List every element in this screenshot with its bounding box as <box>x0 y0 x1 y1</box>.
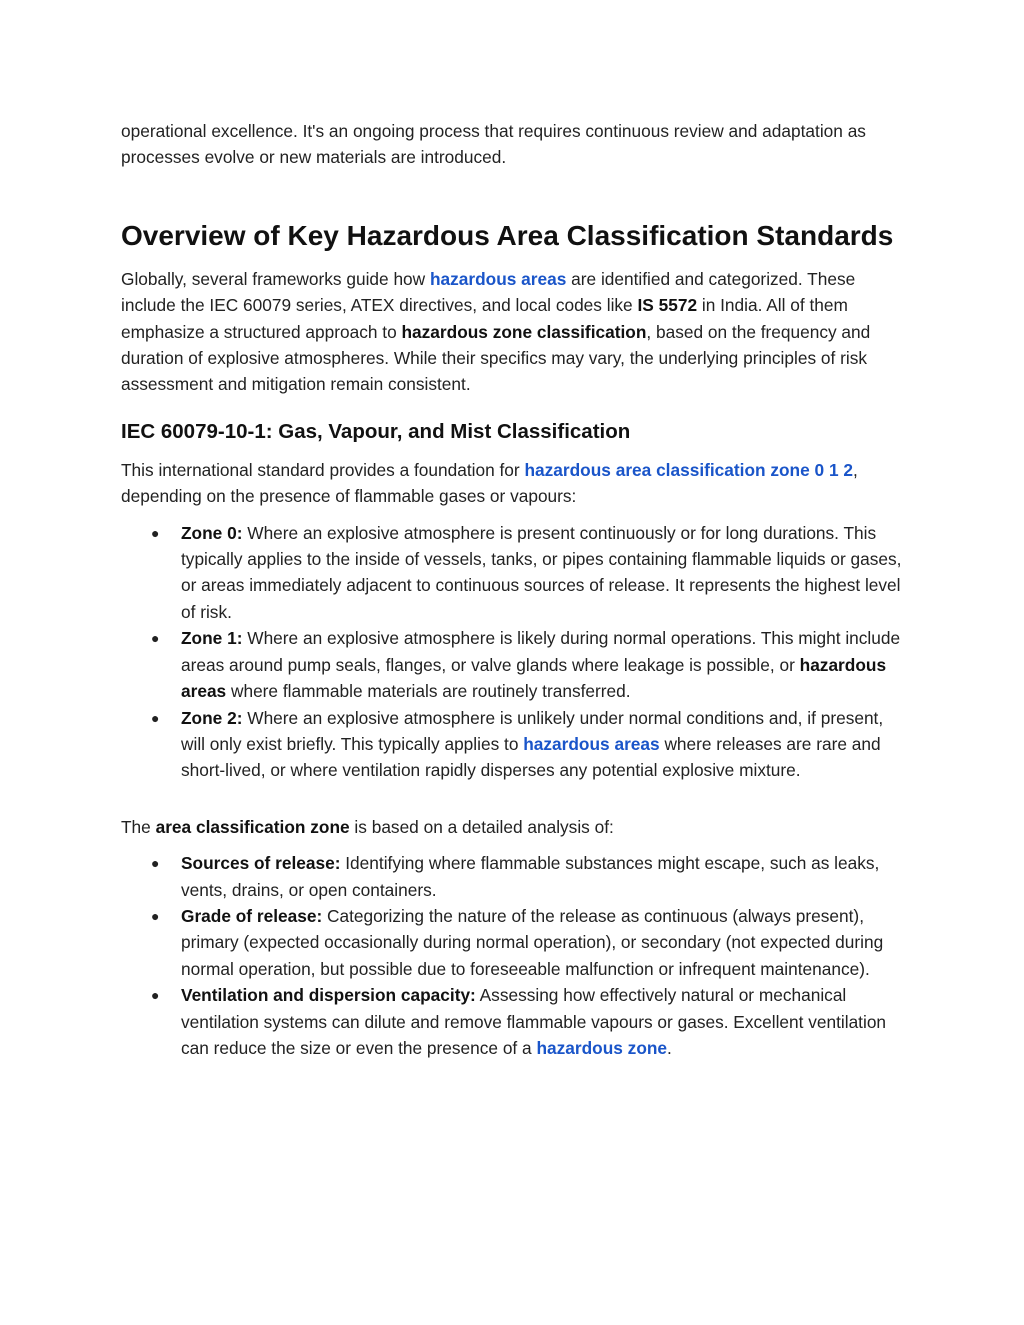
ventilation-end: . <box>667 1037 672 1058</box>
zone-0-label: Zone 0: <box>181 522 243 543</box>
grade-text: Categorizing the nature of the release as continuous (always present), primary (expected occasionally during normal operation), or secondary (not expected during normal operation, but possible due to foreseeable malfunction or infrequent maintenance). <box>181 905 884 979</box>
list-item-ventilation <box>151 982 906 1061</box>
zone-2-hazardous-areas-link[interactable]: hazardous areas <box>523 733 660 754</box>
list-item-sources <box>151 850 906 903</box>
zone-classification-link[interactable]: hazardous area classification zone 0 1 2 <box>524 459 853 480</box>
iec-text-a: This international standard provides a foundation for <box>121 459 525 480</box>
intro-paragraph: operational excellence. It's an ongoing process that requires continuous review and adaptation as processes evolve or new materials are introduced. <box>121 121 866 168</box>
zone-list <box>121 520 906 784</box>
list-item-zone-2 <box>151 705 906 784</box>
zone-1-label: Zone 1: <box>181 628 243 649</box>
zone-2-label: Zone 2: <box>181 707 243 728</box>
bullet-icon: ● <box>151 630 160 647</box>
iec-paragraph <box>121 457 906 510</box>
document-page <box>121 118 906 1061</box>
iec-text-b: , depending on the presence of flammable gases or vapours: <box>121 459 858 507</box>
sources-label: Sources of release: <box>181 853 341 874</box>
overview-heading: Overview of Key Hazardous Area Classification Standards <box>121 219 894 251</box>
analysis-list <box>121 850 906 1061</box>
overview-text-a: Globally, several frameworks guide how <box>121 268 430 289</box>
hazardous-areas-link[interactable]: hazardous areas <box>429 268 567 289</box>
list-item-zone-1 <box>151 625 906 704</box>
ventilation-text: Assessing how effectively natural or mechanical ventilation systems can dilute and remove flammable vapours or gases. Excellent ventilation can reduce the size or even the presence of a <box>181 985 887 1058</box>
overview-paragraph <box>121 266 906 398</box>
overview-text-b: are identified and categorized. These include the IEC 60079 series, ATEX directives, and local codes like <box>121 268 856 316</box>
bullet-icon: ● <box>151 907 160 924</box>
hazardous-zone-link[interactable]: hazardous zone <box>536 1037 668 1058</box>
zone-0-text: Where an explosive atmosphere is present continuously or for long durations. This typically applies to the inside of vessels, tanks, or pipes containing flammable liquids or gases, or areas immediately adjacent to continuous sources of release. It represents the highest level of risk. <box>181 522 902 622</box>
list-item-grade <box>151 903 906 982</box>
analysis-text-b: is based on a detailed analysis of: <box>349 816 614 837</box>
iec-heading: IEC 60079-10-1: Gas, Vapour, and Mist Classification <box>121 419 631 443</box>
area-classification-zone-bold: area classification zone <box>155 816 350 837</box>
bullet-icon: ● <box>151 709 160 726</box>
analysis-paragraph <box>121 814 906 840</box>
bullet-icon: ● <box>151 987 160 1004</box>
is-5572-bold: IS 5572 <box>637 295 698 316</box>
list-item-zone-0 <box>151 520 906 626</box>
overview-text-c: in India. All of them emphasize a structured approach to <box>121 295 848 342</box>
sources-text: Identifying where flammable substances might escape, such as leaks, vents, drains, or open containers. <box>181 853 880 900</box>
hazardous-zone-classification-bold: hazardous zone classification <box>401 321 647 342</box>
overview-text-d: , based on the frequency and duration of explosive atmospheres. While their specifics may vary, the underlying principles of risk assessment and mitigation remain consistent. <box>121 321 871 395</box>
zone-1-hazardous-areas-bold: hazardous areas <box>181 654 887 702</box>
zone-1-text-a: Where an explosive atmosphere is likely during normal operations. This might include areas around pump seals, flanges, or valve glands where leakage is possible, or <box>181 628 901 675</box>
bullet-icon: ● <box>151 855 160 872</box>
grade-label: Grade of release: <box>181 905 323 926</box>
zone-2-text-a: Where an explosive atmosphere is unlikely under normal conditions and, if present, will only exist briefly. This typically applies to <box>181 707 884 754</box>
zone-1-text-b: where flammable materials are routinely transferred. <box>226 681 631 702</box>
bullet-icon: ● <box>151 524 160 541</box>
analysis-text-a: The <box>121 816 156 837</box>
zone-2-text-b: where releases are rare and short-lived, or where ventilation rapidly disperses any potential explosive mixture. <box>181 733 881 781</box>
ventilation-label: Ventilation and dispersion capacity: <box>181 985 476 1006</box>
